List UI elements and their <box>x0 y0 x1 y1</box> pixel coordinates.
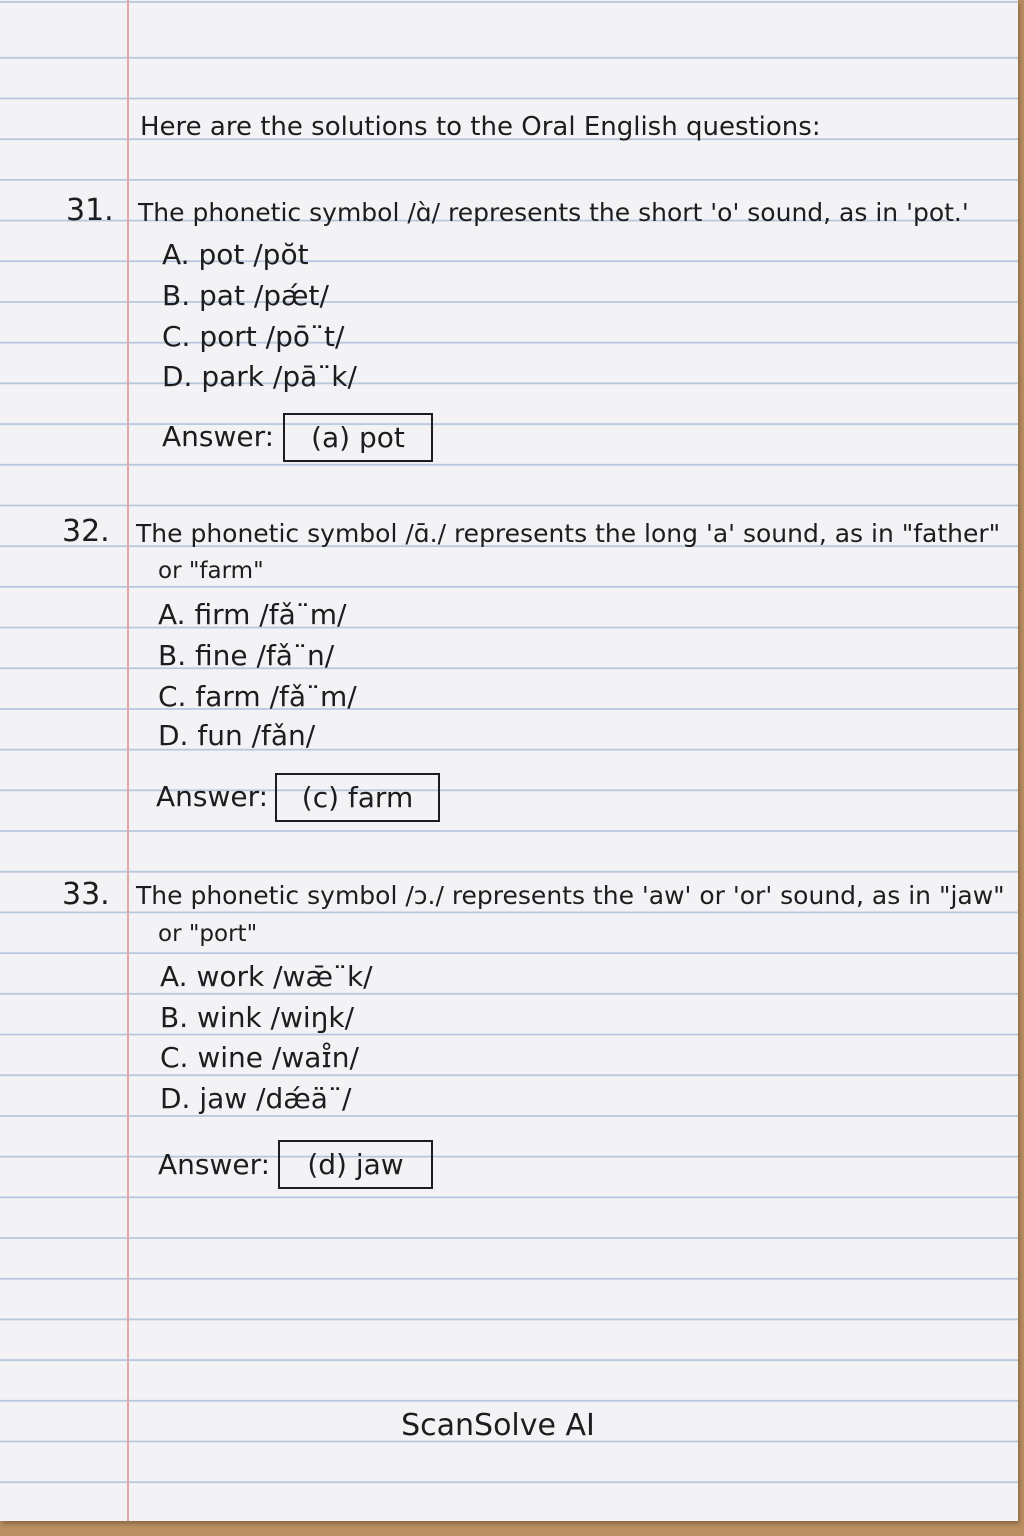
option-b: B. wink /wiŋk/ <box>160 1001 355 1034</box>
option-c: C. wine /waɪ̊n/ <box>160 1041 359 1074</box>
question-text-continued: or "port" <box>158 921 258 947</box>
question-text-continued: or "farm" <box>158 558 264 584</box>
answer-label: Answer: <box>158 1148 271 1181</box>
option-b: B. pat /pǽt/ <box>162 279 329 312</box>
answer-box: (d) jaw <box>278 1140 433 1189</box>
option-a: A. work /wǣ¨k/ <box>160 960 373 993</box>
question-number: 32. <box>62 514 110 549</box>
question-text: The phonetic symbol /ɑ̄./ represents the long 'a' sound, as in "father" <box>136 519 1001 548</box>
option-d: D. fun /fǎn/ <box>158 719 316 752</box>
question-text: The phonetic symbol /ɑ̀/ represents the short 'o' sound, as in 'pot.' <box>138 198 969 227</box>
option-a: A. firm /fǎ¨m/ <box>158 598 347 631</box>
option-c: C. farm /fǎ¨m/ <box>158 680 357 713</box>
margin-line <box>127 0 129 1521</box>
option-d: D. park /pā¨k/ <box>162 360 357 393</box>
answer-box: (a) pot <box>283 413 433 462</box>
intro-text: Here are the solutions to the Oral English questions: <box>140 112 821 142</box>
option-c: C. port /pō¨t/ <box>162 320 345 353</box>
answer-box: (c) farm <box>275 773 440 822</box>
option-b: B. fine /fǎ¨n/ <box>158 639 335 672</box>
answer-label: Answer: <box>156 780 269 813</box>
option-d: D. jaw /dǽä¨/ <box>160 1082 352 1115</box>
option-a: A. pot /pŏt <box>162 238 309 271</box>
question-text: The phonetic symbol /ɔ./ represents the 'aw' or 'or' sound, as in "jaw" <box>136 881 1005 910</box>
footer-brand: ScanSolve AI <box>401 1408 595 1443</box>
question-number: 31. <box>66 193 114 228</box>
answer-label: Answer: <box>162 420 275 453</box>
question-number: 33. <box>62 877 110 912</box>
